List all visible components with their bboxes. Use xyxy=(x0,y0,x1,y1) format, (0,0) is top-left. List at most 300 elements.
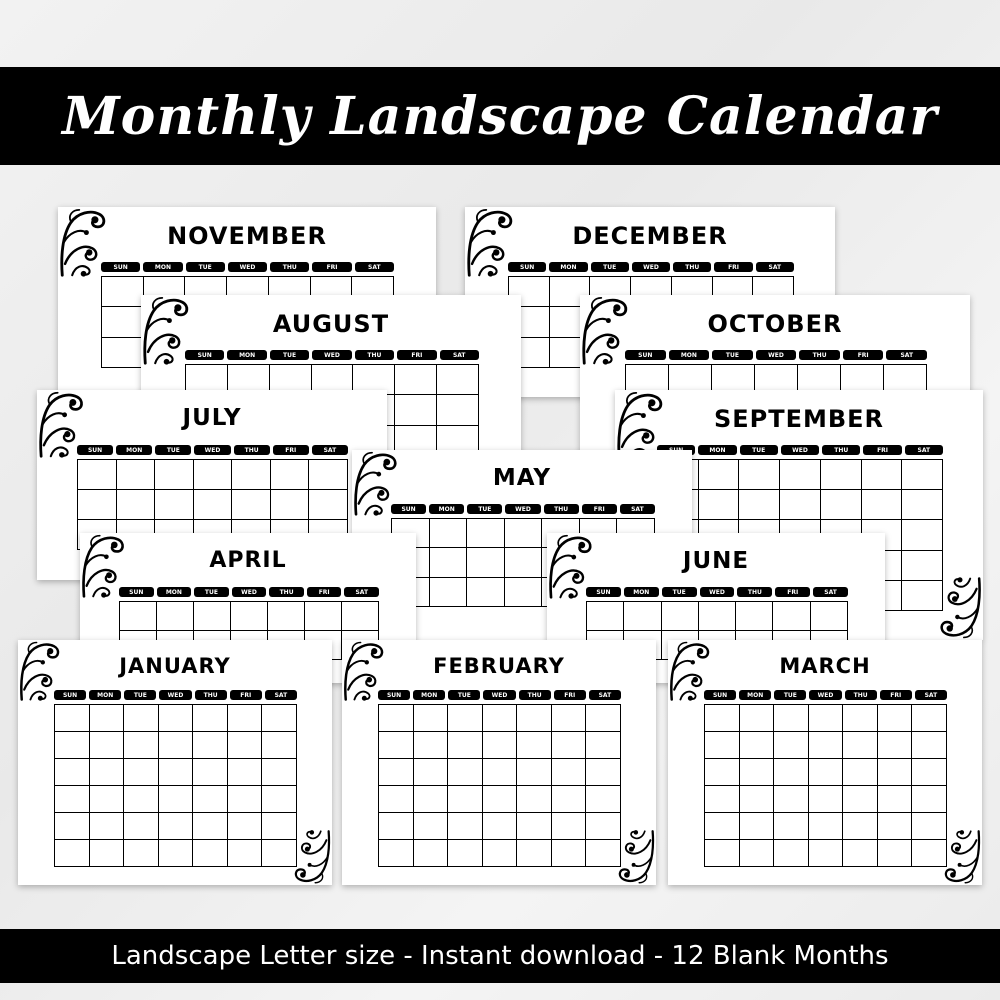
footer-subtitle: Landscape Letter size - Instant download - 12 Blank Months xyxy=(111,941,889,971)
day-cell xyxy=(262,705,297,732)
weekday-header xyxy=(625,350,927,360)
day-cell xyxy=(902,581,943,611)
day-cell xyxy=(414,786,449,813)
day-cell xyxy=(774,813,809,840)
weekday-label: WED xyxy=(159,690,191,700)
weekday-label: SAT xyxy=(756,262,794,272)
weekday-label: SUN xyxy=(101,262,140,272)
day-cell xyxy=(912,705,947,732)
day-cell xyxy=(809,813,844,840)
day-cell xyxy=(228,705,263,732)
weekday-label: WED xyxy=(632,262,670,272)
weekday-label: SAT xyxy=(915,690,947,700)
day-cell xyxy=(448,732,483,759)
weekday-label: SAT xyxy=(620,504,655,514)
day-cell xyxy=(821,490,862,520)
weekday-label: WED xyxy=(194,445,230,455)
day-cell xyxy=(159,759,194,786)
weekday-label: SAT xyxy=(905,445,943,455)
day-cell xyxy=(414,840,449,867)
day-cell xyxy=(467,519,505,548)
day-cell xyxy=(912,840,947,867)
weekday-label: SAT xyxy=(886,350,927,360)
day-cell xyxy=(117,460,156,490)
day-cell xyxy=(862,460,903,490)
day-cell xyxy=(194,460,233,490)
day-cell xyxy=(437,365,479,395)
day-cell xyxy=(878,705,913,732)
day-cell xyxy=(157,602,194,631)
day-cell xyxy=(448,840,483,867)
day-cell xyxy=(902,551,943,581)
weekday-label: THU xyxy=(673,262,711,272)
day-cell xyxy=(483,759,518,786)
weekday-label: THU xyxy=(270,262,309,272)
day-cell xyxy=(414,813,449,840)
weekday-label: SAT xyxy=(344,587,379,597)
day-cell xyxy=(843,840,878,867)
day-cell xyxy=(102,277,144,307)
day-cell xyxy=(448,786,483,813)
day-cell xyxy=(78,490,117,520)
day-cell xyxy=(55,813,90,840)
day-cell xyxy=(811,602,848,631)
day-cell xyxy=(552,840,587,867)
day-cell xyxy=(705,759,740,786)
weekday-label: WED xyxy=(809,690,841,700)
weekday-label: MON xyxy=(227,350,266,360)
day-cell xyxy=(55,705,90,732)
day-cell xyxy=(395,365,437,395)
month-title: JUNE xyxy=(682,548,750,574)
month-title: OCTOBER xyxy=(707,310,843,338)
day-cell xyxy=(552,759,587,786)
month-title: FEBRUARY xyxy=(433,654,565,678)
weekday-label: FRI xyxy=(273,445,309,455)
day-cell xyxy=(552,813,587,840)
day-cell xyxy=(699,602,736,631)
weekday-label: MON xyxy=(157,587,192,597)
day-cell xyxy=(159,813,194,840)
day-cell xyxy=(740,759,775,786)
day-cell xyxy=(705,732,740,759)
weekday-label: MON xyxy=(429,504,464,514)
month-title: NOVEMBER xyxy=(167,222,327,250)
day-cell xyxy=(843,759,878,786)
day-cell xyxy=(448,705,483,732)
weekday-label: WED xyxy=(228,262,267,272)
day-cell xyxy=(342,602,379,631)
day-cell xyxy=(228,759,263,786)
weekday-label: SUN xyxy=(54,690,86,700)
day-cell xyxy=(55,840,90,867)
weekday-label: SUN xyxy=(508,262,546,272)
weekday-label: SUN xyxy=(119,587,154,597)
day-cell xyxy=(90,705,125,732)
day-cell xyxy=(552,732,587,759)
weekday-label: FRI xyxy=(775,587,810,597)
weekday-header xyxy=(77,445,348,455)
day-cell xyxy=(740,840,775,867)
day-cell xyxy=(912,786,947,813)
month-title: MAY xyxy=(492,465,552,491)
day-cell xyxy=(902,460,943,490)
calendar-page-january xyxy=(18,640,332,885)
day-cell xyxy=(740,732,775,759)
day-cell xyxy=(586,705,621,732)
day-cell xyxy=(699,460,740,490)
day-cell xyxy=(55,732,90,759)
weekday-label: MON xyxy=(549,262,587,272)
day-cell xyxy=(193,732,228,759)
day-cell xyxy=(193,705,228,732)
calendar-grid xyxy=(378,704,621,867)
day-cell xyxy=(843,732,878,759)
day-cell xyxy=(586,840,621,867)
weekday-label: WED xyxy=(700,587,735,597)
day-cell xyxy=(773,602,810,631)
title-banner xyxy=(0,67,1000,165)
day-cell xyxy=(878,813,913,840)
month-title: APRIL xyxy=(209,548,287,573)
day-cell xyxy=(55,786,90,813)
calendar-grid xyxy=(54,704,297,867)
day-cell xyxy=(231,602,268,631)
weekday-label: SUN xyxy=(586,587,621,597)
day-cell xyxy=(483,705,518,732)
day-cell xyxy=(809,759,844,786)
day-cell xyxy=(878,786,913,813)
weekday-label: TUE xyxy=(774,690,806,700)
calendar-grid xyxy=(704,704,947,867)
day-cell xyxy=(705,786,740,813)
day-cell xyxy=(155,460,194,490)
day-cell xyxy=(843,813,878,840)
day-cell xyxy=(262,732,297,759)
day-cell xyxy=(395,395,437,425)
day-cell xyxy=(448,759,483,786)
day-cell xyxy=(159,732,194,759)
weekday-label: THU xyxy=(544,504,579,514)
day-cell xyxy=(232,460,271,490)
weekday-label: SAT xyxy=(312,445,348,455)
day-cell xyxy=(517,732,552,759)
day-cell xyxy=(124,813,159,840)
day-cell xyxy=(517,840,552,867)
month-title: DECEMBER xyxy=(572,222,728,250)
day-cell xyxy=(194,602,231,631)
day-cell xyxy=(740,813,775,840)
weekday-label: TUE xyxy=(124,690,156,700)
day-cell xyxy=(587,602,624,631)
day-cell xyxy=(843,786,878,813)
day-cell xyxy=(102,307,144,337)
weekday-label: SAT xyxy=(589,690,621,700)
day-cell xyxy=(912,759,947,786)
day-cell xyxy=(878,732,913,759)
weekday-header xyxy=(508,262,794,272)
month-title: JANUARY xyxy=(119,654,231,678)
day-cell xyxy=(809,786,844,813)
weekday-label: MON xyxy=(698,445,736,455)
day-cell xyxy=(821,460,862,490)
weekday-label: MON xyxy=(669,350,710,360)
day-cell xyxy=(379,759,414,786)
day-cell xyxy=(232,490,271,520)
weekday-header xyxy=(657,445,943,455)
weekday-label: WED xyxy=(505,504,540,514)
weekday-label: FRI xyxy=(312,262,351,272)
weekday-header xyxy=(119,587,379,597)
weekday-header xyxy=(704,690,947,700)
day-cell xyxy=(124,705,159,732)
weekday-label: SAT xyxy=(440,350,479,360)
weekday-header xyxy=(185,350,479,360)
weekday-label: SUN xyxy=(185,350,224,360)
day-cell xyxy=(262,786,297,813)
day-cell xyxy=(912,732,947,759)
weekday-label: SAT xyxy=(813,587,848,597)
day-cell xyxy=(78,460,117,490)
day-cell xyxy=(912,813,947,840)
weekday-label: WED xyxy=(756,350,797,360)
day-cell xyxy=(517,705,552,732)
day-cell xyxy=(809,840,844,867)
day-cell xyxy=(505,548,543,577)
day-cell xyxy=(159,705,194,732)
day-cell xyxy=(586,786,621,813)
weekday-label: THU xyxy=(195,690,227,700)
day-cell xyxy=(414,732,449,759)
day-cell xyxy=(90,840,125,867)
day-cell xyxy=(262,813,297,840)
day-cell xyxy=(90,732,125,759)
weekday-label: THU xyxy=(845,690,877,700)
day-cell xyxy=(155,490,194,520)
month-title: JULY xyxy=(182,405,242,431)
weekday-label: FRI xyxy=(880,690,912,700)
weekday-label: FRI xyxy=(714,262,752,272)
weekday-label: THU xyxy=(822,445,860,455)
day-cell xyxy=(309,460,348,490)
day-cell xyxy=(430,548,468,577)
day-cell xyxy=(271,460,310,490)
weekday-label: FRI xyxy=(843,350,884,360)
weekday-header xyxy=(586,587,848,597)
weekday-label: SUN xyxy=(391,504,426,514)
day-cell xyxy=(55,759,90,786)
day-cell xyxy=(517,786,552,813)
weekday-label: MON xyxy=(143,262,182,272)
day-cell xyxy=(193,813,228,840)
weekday-label: TUE xyxy=(591,262,629,272)
day-cell xyxy=(102,338,144,368)
day-cell xyxy=(414,705,449,732)
weekday-label: SUN xyxy=(378,690,410,700)
day-cell xyxy=(228,813,263,840)
day-cell xyxy=(414,759,449,786)
day-cell xyxy=(124,732,159,759)
month-title: MARCH xyxy=(779,654,871,678)
day-cell xyxy=(705,813,740,840)
weekday-label: FRI xyxy=(397,350,436,360)
day-cell xyxy=(780,490,821,520)
day-cell xyxy=(552,705,587,732)
day-cell xyxy=(124,786,159,813)
day-cell xyxy=(902,490,943,520)
weekday-label: TUE xyxy=(662,587,697,597)
day-cell xyxy=(774,840,809,867)
day-cell xyxy=(862,490,903,520)
month-title: SEPTEMBER xyxy=(713,405,885,433)
day-cell xyxy=(268,602,305,631)
day-cell xyxy=(878,759,913,786)
weekday-header xyxy=(391,504,655,514)
weekday-label: FRI xyxy=(307,587,342,597)
weekday-label: SUN xyxy=(77,445,113,455)
weekday-label: TUE xyxy=(740,445,778,455)
day-cell xyxy=(379,705,414,732)
weekday-label: TUE xyxy=(712,350,753,360)
day-cell xyxy=(448,813,483,840)
weekday-header xyxy=(54,690,297,700)
day-cell xyxy=(430,519,468,548)
day-cell xyxy=(379,732,414,759)
day-cell xyxy=(124,840,159,867)
weekday-label: FRI xyxy=(230,690,262,700)
day-cell xyxy=(467,548,505,577)
weekday-label: TUE xyxy=(467,504,502,514)
day-cell xyxy=(774,705,809,732)
day-cell xyxy=(90,759,125,786)
weekday-label: TUE xyxy=(194,587,229,597)
weekday-label: SUN xyxy=(704,690,736,700)
weekday-label: THU xyxy=(269,587,304,597)
day-cell xyxy=(159,786,194,813)
day-cell xyxy=(517,813,552,840)
weekday-label: FRI xyxy=(863,445,901,455)
day-cell xyxy=(809,732,844,759)
weekday-header xyxy=(101,262,394,272)
day-cell xyxy=(193,840,228,867)
day-cell xyxy=(902,520,943,550)
day-cell xyxy=(483,813,518,840)
weekday-label: MON xyxy=(89,690,121,700)
weekday-label: FRI xyxy=(554,690,586,700)
weekday-label: TUE xyxy=(448,690,480,700)
weekday-label: SAT xyxy=(355,262,394,272)
day-cell xyxy=(379,813,414,840)
day-cell xyxy=(774,759,809,786)
day-cell xyxy=(437,395,479,425)
day-cell xyxy=(467,578,505,607)
day-cell xyxy=(228,840,263,867)
weekday-label: MON xyxy=(624,587,659,597)
weekday-label: THU xyxy=(519,690,551,700)
weekday-label: MON xyxy=(739,690,771,700)
weekday-label: MON xyxy=(116,445,152,455)
day-cell xyxy=(552,786,587,813)
calendar-page-february xyxy=(342,640,656,885)
day-cell xyxy=(517,759,552,786)
day-cell xyxy=(483,732,518,759)
footer-banner xyxy=(0,929,1000,983)
day-cell xyxy=(878,840,913,867)
weekday-label: TUE xyxy=(270,350,309,360)
day-cell xyxy=(483,840,518,867)
day-cell xyxy=(843,705,878,732)
day-cell xyxy=(193,759,228,786)
day-cell xyxy=(739,460,780,490)
day-cell xyxy=(193,786,228,813)
day-cell xyxy=(430,578,468,607)
day-cell xyxy=(736,602,773,631)
day-cell xyxy=(505,578,543,607)
day-cell xyxy=(159,840,194,867)
weekday-label: FRI xyxy=(582,504,617,514)
day-cell xyxy=(774,732,809,759)
day-cell xyxy=(124,759,159,786)
calendar-page-march xyxy=(668,640,982,885)
day-cell xyxy=(309,490,348,520)
day-cell xyxy=(705,840,740,867)
day-cell xyxy=(271,490,310,520)
day-cell xyxy=(305,602,342,631)
weekday-label: SUN xyxy=(625,350,666,360)
day-cell xyxy=(483,786,518,813)
day-cell xyxy=(740,786,775,813)
day-cell xyxy=(586,759,621,786)
day-cell xyxy=(90,813,125,840)
weekday-label: THU xyxy=(234,445,270,455)
weekday-label: THU xyxy=(355,350,394,360)
day-cell xyxy=(379,840,414,867)
weekday-label: WED xyxy=(312,350,351,360)
day-cell xyxy=(90,786,125,813)
weekday-label: TUE xyxy=(186,262,225,272)
weekday-label: SAT xyxy=(265,690,297,700)
weekday-label: THU xyxy=(799,350,840,360)
page-title: Monthly Landscape Calendar xyxy=(62,85,938,147)
weekday-label: WED xyxy=(781,445,819,455)
day-cell xyxy=(379,786,414,813)
day-cell xyxy=(262,840,297,867)
day-cell xyxy=(228,786,263,813)
day-cell xyxy=(262,759,297,786)
day-cell xyxy=(662,602,699,631)
weekday-label: MON xyxy=(413,690,445,700)
day-cell xyxy=(699,490,740,520)
day-cell xyxy=(624,602,661,631)
day-cell xyxy=(194,490,233,520)
day-cell xyxy=(739,490,780,520)
weekday-label: WED xyxy=(232,587,267,597)
weekday-label: THU xyxy=(737,587,772,597)
weekday-label: TUE xyxy=(155,445,191,455)
day-cell xyxy=(505,519,543,548)
day-cell xyxy=(774,786,809,813)
day-cell xyxy=(705,705,740,732)
day-cell xyxy=(740,705,775,732)
day-cell xyxy=(780,460,821,490)
day-cell xyxy=(809,705,844,732)
day-cell xyxy=(117,490,156,520)
day-cell xyxy=(228,732,263,759)
month-title: AUGUST xyxy=(272,310,390,338)
weekday-header xyxy=(378,690,621,700)
day-cell xyxy=(586,813,621,840)
day-cell xyxy=(586,732,621,759)
